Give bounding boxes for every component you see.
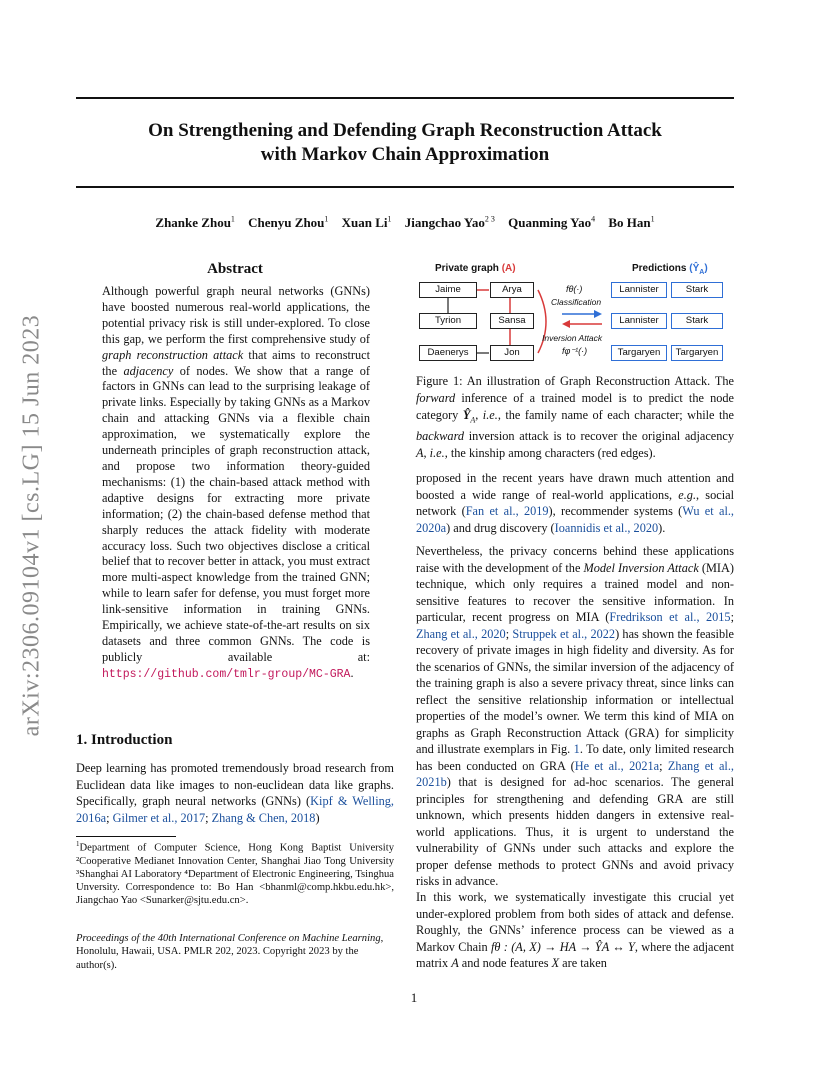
node-daenerys: Daenerys (419, 345, 477, 361)
arxiv-id: arXiv:2306.09104v1 [cs.LG] 15 Jun 2023 (18, 314, 45, 736)
abstract-body: Although powerful graph neural networks (GNNs) have boosted numerous real-world applications, the potential privacy risk is still under-explored. To close this gap, we perform the first comprehensive study of graph reconstruction attack that aims to reconstruct the adjacency of nodes. We show that a range of factors in GNNs can lead to the surprising leakage of private links. Especially by taking GNNs as a Markov chain and attacking GNNs via a flexible chain approximation, we systematically explore the underneath principles of graph reconstruction attack, and propose two information theory-guided mechanisms: (1) the chain-based attack method with adaptive designs for extracting more private information; (2) the chain-based defense method that sharply reduces the attack fidelity with moderate accuracy loss. Such two objectives disclose a critical belief that to recover better in attack, you must extract more multi-aspect knowledge from the trained GNN; while to learn safer for defense, you must forget more link-sensitive information in training GNNs. Empirically, we achieve state-of-the-art results on six datasets and three common GNNs. The code is publicly available at: https://github.com/tmlr-group/MC-GRA. (102, 284, 371, 681)
arxiv-stamp (12, 290, 52, 760)
proceedings-note: Proceedings of the 40th International Conference on Machine Learning, Honolulu, Hawaii, USA. PMLR 202, 2023. Copyright 2023 by the author(s). (76, 933, 384, 971)
citation-link[interactable]: He et al., 2021a (574, 758, 660, 773)
pred-jon: Targaryen (671, 345, 723, 361)
author: Bo Han$^1$ (608, 215, 655, 231)
author: Zhanke Zhou$^1$ (155, 215, 235, 231)
page-number: 1 (410, 990, 418, 1005)
citation-link[interactable]: Struppek et al., 2022 (512, 626, 616, 641)
f-theta-label: fθ(·) (566, 284, 583, 294)
pred-arya: Stark (671, 282, 723, 298)
private-graph-label: Private graph (A) (435, 263, 516, 274)
pred-sansa: Stark (671, 313, 723, 329)
citation-link[interactable]: Gilmer et al., 2017 (112, 810, 206, 825)
author: Quanming Yao$^4$ (508, 215, 596, 231)
pred-daenerys: Targaryen (611, 345, 667, 361)
citation-link[interactable]: Fredrikson et al., 2015 (609, 610, 731, 624)
node-jon: Jon (490, 345, 534, 361)
author: Jiangchao Yao$^{2 3}$ (404, 215, 495, 231)
predictions-label: Predictions $(Ŷ_A)$ (632, 263, 708, 276)
node-tyrion: Tyrion (419, 313, 477, 329)
node-sansa: Sansa (490, 313, 534, 329)
footnote-rule (76, 836, 176, 837)
pred-jaime: Lannister (611, 282, 667, 298)
citation-link[interactable]: Zhang & Chen, 2018 (211, 810, 316, 825)
right-paragraph-1: proposed in the recent years have drawn much attention and boosted a wide range of real-world applications, e.g., social network (Fan et al., 2019), recommender systems (Wu et al., 2020a) and drug discovery (Ioannidis et al., 2020). (416, 471, 735, 535)
node-arya: Arya (490, 282, 534, 298)
node-jaime: Jaime (419, 282, 477, 298)
author: Chenyu Zhou$^1$ (248, 215, 329, 231)
citation-link[interactable]: Zhang et al., 2020 (416, 626, 506, 641)
intro-heading: 1. Introduction (76, 732, 173, 748)
affiliation-footnote: $^1$Department of Computer Science, Hong Kong Baptist University ²Cooperative Medianet Innovation Center, Shanghai Jiao Tong University ³Shanghai AI Laboratory ⁴Department of Electronic Engineering, Tsinghua Unversity. Correspondence to: Bo Han <bhanml@comp.hkbu.edu.hk>, Jiangchao Yao <Sunarker@sjtu.edu.cn>. (76, 840, 394, 907)
f-phi-inverse-label: fφ⁻¹(·) (562, 346, 588, 356)
title-rule-bottom (76, 186, 734, 188)
author-list (76, 215, 734, 231)
figure-1-caption: Figure 1: An illustration of Graph Reconstruction Attack. The forward inference of a trained model is to predict the node category $Ŷ_A$, i.e., the family name of each character; while the backward inversion attack is to recover the original adjacency A, i.e., the kinship among characters (red edges). (416, 374, 735, 461)
right-paragraph-2: Nevertheless, the privacy concerns behind these applications raise with the development of the Model Inversion Attack (MIA) technique, which only requires a trained model and non-sensitive features to recover the sensitive information. In particular, recent progress on MIA (Fredrikson et al., 2015; Zhang et al., 2020; Struppek et al., 2022) has shown the feasible recovery of private images in high fidelity and diversity. As for the scenarios of GNNs, the similar inversion of the adjacency of the training graph is also a severe privacy threat, since links can reflect the sensitive relationship information or intellectual properties of the model’s owner. We term this kind of MIA on graphs as Graph Reconstruction Attack (GRA) for simplicity and illustrate exemplars in Fig. 1. To date, only limited research has been conducted on GRA (He et al., 2021a; Zhang et al., 2021b) that is designed for ad-hoc scenarios. The general principles for strengthening and defending GRA are still unknown, which presents hidden dangers in extensive real-world applications. Thus, it is urgent to understand the vulnerability of GNNs under such attacks and explore the proper defense methods to protect GNNs and avoid privacy risks in advance. (416, 544, 735, 888)
citation-link[interactable]: Fan et al., 2019 (465, 504, 549, 518)
code-link[interactable]: https://github.com/tmlr-group/MC-GRA (102, 667, 351, 681)
pred-tyrion: Lannister (611, 313, 667, 329)
classification-label: Classification (551, 297, 602, 307)
citation-link[interactable]: Zhang et al., 2021b (416, 758, 734, 789)
inversion-attack-label: Inversion Attack (542, 333, 603, 343)
author: Xuan Li$^1$ (341, 215, 392, 231)
title-line-2: with Markov Chain Approximation (260, 144, 550, 165)
figure-1 (416, 262, 734, 368)
title-line-1: On Strengthening and Defending Graph Reconstruction Attack (148, 120, 662, 141)
citation-link[interactable]: Kipf & Welling, 2016a (76, 794, 395, 825)
markov-chain-formula: fθ : (A, X) → HA → ŶA ↔ Y (490, 939, 635, 954)
right-paragraph-3: In this work, we systematically investigate this crucial yet under-explored problem from both sides of attack and defense. Roughly, the GNNs’ inference process can be viewed as a Markov Chain fθ : (A, X) → HA → ŶA ↔ Y, where the adjacent matrix A and node features X are taken (416, 890, 734, 970)
intro-paragraph: Deep learning has promoted tremendously broad research from Euclidean data like images to non-euclidean data like graphs. Specifically, graph neural networks (GNNs) (Kipf & Welling, 2016a; Gilmer et al., 2017; Zhang & Chen, 2018) (76, 761, 395, 825)
citation-link[interactable]: Wu et al., 2020a (416, 504, 735, 535)
citation-link[interactable]: Ioannidis et al., 2020 (554, 520, 659, 535)
title-rule-top (76, 97, 734, 99)
figure-ref-link[interactable]: 1 (573, 742, 580, 756)
abstract-heading: Abstract (207, 261, 263, 277)
paper-title (76, 119, 734, 167)
